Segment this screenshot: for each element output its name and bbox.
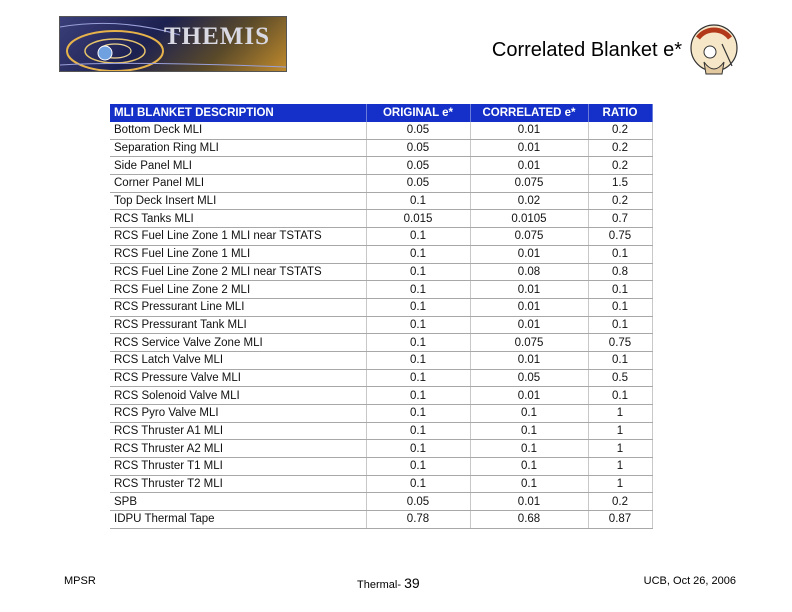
table-row: [110, 387, 652, 405]
table-row: [110, 405, 652, 423]
cell-original: 0.1: [366, 387, 470, 405]
mli-blanket-table: [110, 104, 652, 529]
cell-ratio: 0.2: [588, 139, 652, 157]
cell-description: Separation Ring MLI: [110, 139, 366, 157]
cell-ratio: 0.1: [588, 316, 652, 334]
cell-original: 0.05: [366, 175, 470, 193]
cell-original: 0.1: [366, 351, 470, 369]
cell-description: RCS Pressure Valve MLI: [110, 369, 366, 387]
table-row: [110, 228, 652, 246]
cell-description: Bottom Deck MLI: [110, 122, 366, 139]
cell-correlated: 0.01: [470, 298, 588, 316]
cell-ratio: 0.87: [588, 511, 652, 529]
table-row: [110, 334, 652, 352]
cell-correlated: 0.05: [470, 369, 588, 387]
cell-original: 0.05: [366, 122, 470, 139]
cell-original: 0.78: [366, 511, 470, 529]
cell-description: RCS Tanks MLI: [110, 210, 366, 228]
table-row: [110, 440, 652, 458]
table-row: [110, 475, 652, 493]
themis-logo: [59, 16, 287, 72]
table-row: [110, 210, 652, 228]
cell-correlated: 0.01: [470, 281, 588, 299]
table-row: [110, 369, 652, 387]
column-header-description: MLI BLANKET DESCRIPTION: [110, 104, 366, 122]
cell-correlated: 0.01: [470, 316, 588, 334]
cell-ratio: 0.1: [588, 351, 652, 369]
cell-correlated: 0.02: [470, 192, 588, 210]
cell-description: RCS Fuel Line Zone 2 MLI near TSTATS: [110, 263, 366, 281]
cell-description: RCS Pyro Valve MLI: [110, 405, 366, 423]
cell-original: 0.1: [366, 316, 470, 334]
logo-text: THEMIS: [164, 23, 271, 50]
cell-correlated: 0.075: [470, 334, 588, 352]
cell-description: Side Panel MLI: [110, 157, 366, 175]
table-row: [110, 192, 652, 210]
cell-description: RCS Fuel Line Zone 1 MLI: [110, 245, 366, 263]
cell-correlated: 0.1: [470, 475, 588, 493]
cell-ratio: 1: [588, 475, 652, 493]
table-row: [110, 316, 652, 334]
cell-original: 0.05: [366, 493, 470, 511]
cell-description: RCS Fuel Line Zone 1 MLI near TSTATS: [110, 228, 366, 246]
cell-ratio: 0.2: [588, 157, 652, 175]
page-number: 39: [404, 575, 420, 591]
cell-ratio: 0.2: [588, 122, 652, 139]
column-header-original: ORIGINAL e*: [366, 104, 470, 122]
cell-correlated: 0.01: [470, 351, 588, 369]
cell-ratio: 0.2: [588, 493, 652, 511]
table-row: [110, 157, 652, 175]
cell-original: 0.1: [366, 458, 470, 476]
cell-ratio: 0.8: [588, 263, 652, 281]
cell-correlated: 0.1: [470, 458, 588, 476]
cell-correlated: 0.1: [470, 422, 588, 440]
cell-description: Top Deck Insert MLI: [110, 192, 366, 210]
cell-correlated: 0.08: [470, 263, 588, 281]
column-header-ratio: RATIO: [588, 104, 652, 122]
cell-description: RCS Thruster A2 MLI: [110, 440, 366, 458]
cell-description: RCS Fuel Line Zone 2 MLI: [110, 281, 366, 299]
cell-original: 0.1: [366, 228, 470, 246]
cell-ratio: 0.75: [588, 228, 652, 246]
column-header-correlated: CORRELATED e*: [470, 104, 588, 122]
cell-correlated: 0.0105: [470, 210, 588, 228]
cell-original: 0.1: [366, 405, 470, 423]
cell-description: IDPU Thermal Tape: [110, 511, 366, 529]
table-row: [110, 351, 652, 369]
table-row: [110, 139, 652, 157]
cell-original: 0.1: [366, 192, 470, 210]
cell-correlated: 0.01: [470, 157, 588, 175]
cell-ratio: 0.7: [588, 210, 652, 228]
cell-ratio: 1: [588, 458, 652, 476]
cell-correlated: 0.1: [470, 440, 588, 458]
cell-original: 0.1: [366, 440, 470, 458]
page-title: Correlated Blanket e*: [491, 39, 682, 61]
table-row: [110, 422, 652, 440]
cell-original: 0.015: [366, 210, 470, 228]
cell-correlated: 0.01: [470, 387, 588, 405]
footer-right: UCB, Oct 26, 2006: [643, 575, 736, 587]
table-row: [110, 511, 652, 529]
cell-original: 0.05: [366, 139, 470, 157]
cell-ratio: 1: [588, 422, 652, 440]
footer-left: MPSR: [64, 575, 96, 587]
cell-original: 0.1: [366, 369, 470, 387]
cell-original: 0.1: [366, 281, 470, 299]
cell-correlated: 0.01: [470, 122, 588, 139]
table-row: [110, 245, 652, 263]
cell-ratio: 0.5: [588, 369, 652, 387]
cell-correlated: 0.075: [470, 228, 588, 246]
table-row: [110, 458, 652, 476]
cell-original: 0.05: [366, 157, 470, 175]
cell-description: RCS Thruster T2 MLI: [110, 475, 366, 493]
footer-page-number: [357, 575, 420, 591]
cell-original: 0.1: [366, 298, 470, 316]
cell-ratio: 0.1: [588, 387, 652, 405]
cell-ratio: 0.75: [588, 334, 652, 352]
cell-description: Corner Panel MLI: [110, 175, 366, 193]
cell-original: 0.1: [366, 475, 470, 493]
cell-correlated: 0.01: [470, 245, 588, 263]
themis-mascot-logo: [688, 22, 740, 80]
cell-description: RCS Service Valve Zone MLI: [110, 334, 366, 352]
cell-correlated: 0.01: [470, 139, 588, 157]
footer-label: Thermal-: [357, 579, 402, 591]
cell-original: 0.1: [366, 422, 470, 440]
cell-original: 0.1: [366, 263, 470, 281]
cell-description: RCS Pressurant Line MLI: [110, 298, 366, 316]
cell-description: RCS Thruster T1 MLI: [110, 458, 366, 476]
table-row: [110, 493, 652, 511]
cell-original: 0.1: [366, 245, 470, 263]
table-row: [110, 263, 652, 281]
table-row: [110, 122, 652, 139]
cell-description: RCS Latch Valve MLI: [110, 351, 366, 369]
cell-original: 0.1: [366, 334, 470, 352]
cell-description: RCS Solenoid Valve MLI: [110, 387, 366, 405]
cell-correlated: 0.1: [470, 405, 588, 423]
cell-correlated: 0.01: [470, 493, 588, 511]
cell-ratio: 0.1: [588, 298, 652, 316]
table-row: [110, 281, 652, 299]
cell-ratio: 1.5: [588, 175, 652, 193]
table-row: [110, 298, 652, 316]
cell-description: RCS Pressurant Tank MLI: [110, 316, 366, 334]
cell-ratio: 0.1: [588, 245, 652, 263]
cell-ratio: 1: [588, 440, 652, 458]
table-header-row: [110, 104, 652, 122]
cell-description: SPB: [110, 493, 366, 511]
cell-ratio: 0.1: [588, 281, 652, 299]
table-row: [110, 175, 652, 193]
cell-ratio: 0.2: [588, 192, 652, 210]
cell-correlated: 0.68: [470, 511, 588, 529]
cell-correlated: 0.075: [470, 175, 588, 193]
cell-ratio: 1: [588, 405, 652, 423]
cell-description: RCS Thruster A1 MLI: [110, 422, 366, 440]
